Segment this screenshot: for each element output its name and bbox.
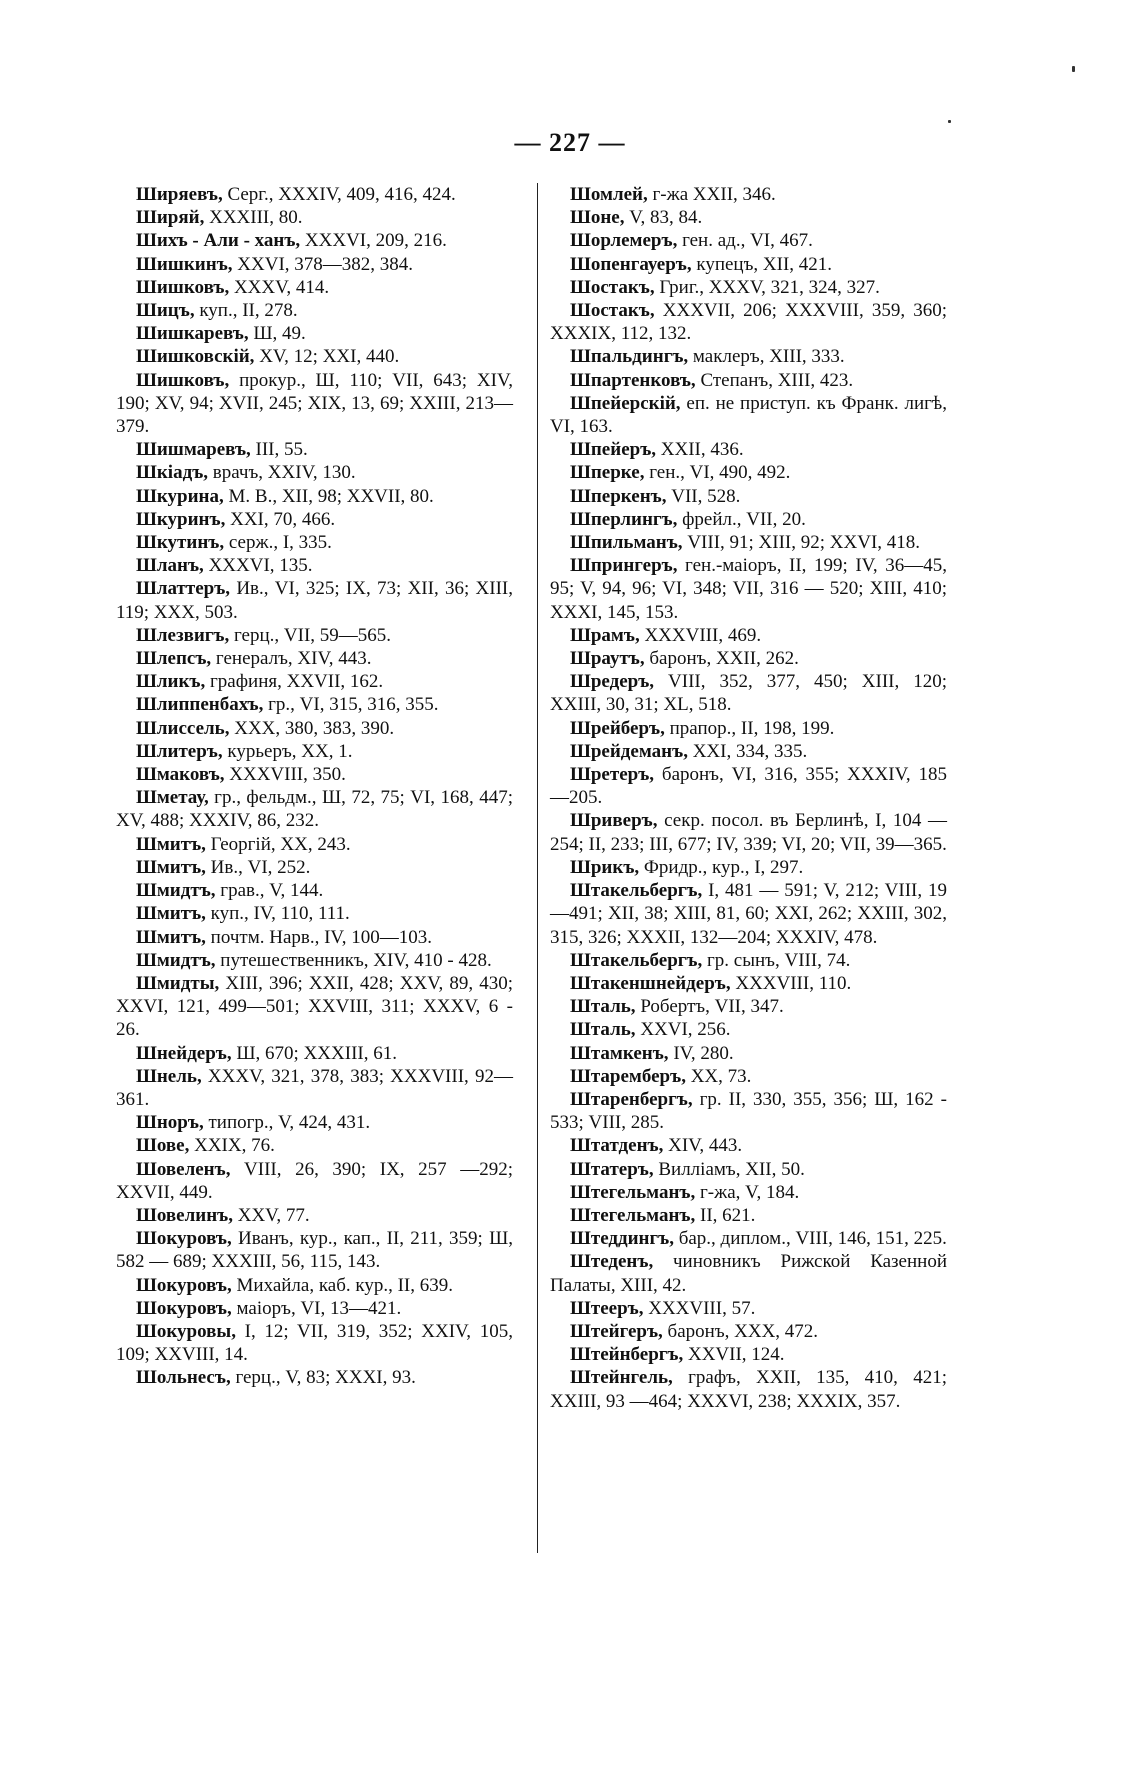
entry-references: Ив., VI, 252. [205, 856, 311, 878]
index-entry [550, 1227, 947, 1250]
entry-name: Шлиппенбахъ, [136, 694, 264, 716]
right-column [550, 183, 947, 1413]
entry-references: XXXVI, 209, 216. [300, 230, 447, 252]
index-entry [550, 253, 947, 276]
entry-name: Штееръ, [570, 1297, 644, 1319]
entry-name: Шрикъ, [570, 856, 640, 878]
left-column [116, 183, 513, 1390]
entry-references: гр. сынъ, VIII, 74. [702, 949, 851, 971]
entry-name: Штеденъ, [570, 1251, 654, 1273]
index-entry [116, 1042, 513, 1065]
entry-references: XXXV, 321, 378, 383; XXXVIII, 92—361. [116, 1065, 513, 1110]
entry-references: гр., фельдм., Ш, 72, 75; VI, 168, 447; XV, 488; XXXIV, 86, 232. [116, 787, 513, 832]
entry-references: ген., VI, 490, 492. [644, 462, 791, 484]
entry-name: Штакельбергъ, [570, 880, 703, 902]
entry-references: Ш, 670; XXXIII, 61. [231, 1042, 397, 1064]
index-entry [550, 485, 947, 508]
entry-references: фрейл., VII, 20. [677, 508, 806, 530]
index-entry [116, 1227, 513, 1273]
entry-name: Шрейдеманъ, [570, 740, 688, 762]
entry-name: Шмаковъ, [136, 764, 225, 786]
entry-references: IV, 280. [668, 1042, 734, 1064]
entry-name: Шпильманъ, [570, 532, 683, 554]
entry-references: I, 12; VII, 319, 352; XXIV, 105, 109; XXVIII, 14. [116, 1320, 513, 1366]
entry-name: Шликъ, [136, 671, 206, 693]
entry-references: ген.-маіоръ, II, 199; IV, 36—45, 95; V, 94, 96; VI, 348; VII, 316 — 520; XIII, 410; XXXI, 145, 153. [550, 555, 947, 623]
entry-name: Шомлей, [570, 184, 648, 205]
index-entry [550, 229, 947, 252]
entry-references: Степанъ, XIII, 423. [695, 369, 854, 391]
entry-name: Штакельбергъ, [570, 949, 703, 971]
entry-name: Шкурина, [136, 485, 224, 507]
entry-name: Шметау, [136, 787, 209, 809]
entry-references: гр. II, 330, 355, 356; Ш, 162 - 533; VIII, 285. [550, 1088, 947, 1134]
index-entry [116, 183, 513, 206]
index-entry [116, 693, 513, 716]
entry-name: Шпейеръ, [570, 439, 657, 461]
index-entry [116, 972, 513, 1042]
index-entry [550, 1343, 947, 1366]
entry-name: Шокуровъ, [136, 1297, 232, 1319]
entry-name: Шокуровъ, [136, 1228, 232, 1250]
entry-references: Робертъ, VII, 347. [635, 996, 784, 1018]
entry-name: Шмитъ, [136, 903, 206, 925]
index-entry [116, 856, 513, 879]
index-entry [116, 1366, 513, 1389]
index-entry [116, 879, 513, 902]
entry-name: Шишкинъ, [136, 253, 233, 275]
entry-references: гр., VI, 315, 316, 355. [263, 694, 439, 716]
entry-references: XXXVIII, 469. [639, 624, 762, 646]
index-entry [116, 276, 513, 299]
entry-references: типогр., V, 424, 431. [203, 1112, 371, 1134]
entry-name: Шопенгауеръ, [570, 253, 692, 275]
entry-references: III, 55. [250, 439, 308, 461]
entry-name: Шостакъ, [570, 300, 655, 322]
entry-name: Шпейерскій, [570, 392, 681, 414]
entry-name: Шпартенковъ, [570, 369, 696, 391]
entry-references: Серг., XXXIV, 409, 416, 424. [222, 184, 456, 205]
index-entry [116, 299, 513, 322]
entry-name: Штаремберъ, [570, 1065, 686, 1087]
entry-references: прокур., Ш, 110; VII, 643; XIV, 190; XV, 94; XVII, 245; XIX, 13, 69; XXIII, 213—379. [116, 369, 513, 438]
index-entry [550, 276, 947, 299]
entry-name: Шмитъ, [136, 833, 206, 855]
index-entry [116, 902, 513, 925]
index-entry [550, 949, 947, 972]
entry-name: Шлаттеръ, [136, 578, 231, 600]
entry-references: грав., V, 144. [215, 880, 324, 902]
entry-references: баронъ, XXX, 472. [662, 1320, 819, 1342]
index-entry [550, 438, 947, 461]
entry-references: генералъ, XIV, 443. [211, 648, 372, 670]
index-entry [550, 740, 947, 763]
entry-references: XXIX, 76. [189, 1135, 275, 1157]
index-entry [116, 322, 513, 345]
entry-references: Григ., XXXV, 321, 324, 327. [654, 276, 880, 298]
index-entry [116, 1297, 513, 1320]
index-entry [550, 763, 947, 809]
index-entry [550, 1320, 947, 1343]
entry-references: XXXVIII, 57. [643, 1297, 756, 1319]
index-entry [550, 1366, 947, 1412]
entry-references: герц., VII, 59—565. [229, 624, 392, 646]
entry-name: Шнейдеръ, [136, 1042, 232, 1064]
index-entry [550, 1250, 947, 1296]
entry-name: Шмитъ, [136, 926, 206, 948]
ink-speck [948, 120, 951, 123]
entry-name: Шталь, [570, 1019, 636, 1041]
index-entry [550, 1204, 947, 1227]
entry-references: еп. не приступ. къ Франк. лигѣ, VI, 163. [550, 392, 947, 438]
entry-references: М. В., XII, 98; XXVII, 80. [223, 485, 434, 507]
index-entry [116, 461, 513, 484]
index-entry [550, 531, 947, 554]
entry-references: XXI, 70, 466. [225, 508, 336, 530]
index-entry [550, 1018, 947, 1041]
entry-name: Шокуровы, [136, 1320, 236, 1342]
entry-references: XXXIII, 80. [204, 207, 303, 229]
entry-references: маіоръ, VI, 13—421. [231, 1297, 402, 1319]
entry-name: Шмидты, [136, 972, 220, 994]
entry-name: Штейнгель, [570, 1367, 673, 1389]
index-entry [550, 369, 947, 392]
index-entry [116, 670, 513, 693]
entry-references: Георгій, XX, 243. [205, 833, 351, 855]
entry-name: Штаренбергъ, [570, 1088, 693, 1110]
entry-name: Шкіадъ, [136, 462, 209, 484]
entry-name: Шперкенъ, [570, 485, 667, 507]
entry-name: Шкутинъ, [136, 532, 225, 554]
entry-references: баронъ, VI, 316, 355; XXXIV, 185—205. [550, 764, 947, 809]
entry-name: Шишковъ, [136, 276, 230, 298]
entry-name: Шорлемеръ, [570, 230, 678, 252]
page-number: — 227 — [514, 128, 626, 157]
entry-references: маклеръ, XIII, 333. [688, 346, 845, 368]
entry-name: Шове, [136, 1135, 190, 1157]
entry-references: бар., диплом., VIII, 146, 151, 225. [673, 1228, 947, 1250]
entry-name: Штамкенъ, [570, 1042, 669, 1064]
index-entry [116, 206, 513, 229]
entry-name: Шрейберъ, [570, 717, 665, 739]
entry-name: Шмидтъ, [136, 949, 216, 971]
index-entry [116, 647, 513, 670]
entry-name: Шлитеръ, [136, 740, 223, 762]
index-entry [116, 1274, 513, 1297]
ink-speck [1072, 66, 1075, 72]
index-entry [116, 369, 513, 439]
entry-name: Шперлингъ, [570, 508, 678, 530]
entry-references: Иванъ, кур., кап., II, 211, 359; Ш, 582 — 689; XXXIII, 56, 115, 143. [116, 1228, 513, 1273]
entry-name: Шоне, [570, 207, 625, 229]
entry-references: XXXV, 414. [229, 276, 330, 298]
entry-name: Шишковъ, [136, 369, 230, 391]
entry-name: Шовеленъ, [136, 1158, 231, 1180]
entry-name: Шовелинъ, [136, 1204, 233, 1226]
entry-name: Шретеръ, [570, 764, 655, 786]
entry-references: XX, 73. [685, 1065, 752, 1087]
entry-name: Штатеръ, [570, 1158, 654, 1180]
entry-name: Шраутъ, [570, 648, 645, 670]
column-divider [537, 183, 538, 1553]
entry-name: Шредеръ, [570, 671, 655, 693]
index-entry [116, 345, 513, 368]
index-entry [116, 1065, 513, 1111]
entry-references: XXVI, 256. [635, 1019, 731, 1041]
index-entry [116, 253, 513, 276]
index-entry [116, 740, 513, 763]
index-entry [550, 995, 947, 1018]
index-entry [550, 554, 947, 624]
entry-name: Шмидтъ, [136, 880, 216, 902]
entry-name: Штегельманъ, [570, 1181, 696, 1203]
entry-name: Шпальдингъ, [570, 346, 689, 368]
index-entry [550, 1134, 947, 1157]
index-entry [550, 508, 947, 531]
index-entry [550, 879, 947, 949]
entry-references: путешественникъ, XIV, 410 - 428. [215, 949, 492, 971]
entry-name: Шриверъ, [570, 810, 658, 832]
entry-name: Ширяевъ, [136, 184, 223, 205]
entry-name: Шпрингеръ, [570, 555, 678, 577]
index-entry [116, 531, 513, 554]
index-entry [550, 1042, 947, 1065]
entry-name: Шмитъ, [136, 856, 206, 878]
entry-references: Фридр., кур., I, 297. [639, 856, 804, 878]
entry-references: секр. посол. въ Берлинѣ, I, 104 — 254; II, 233; III, 677; IV, 339; VI, 20; VII, 39—365. [550, 810, 947, 855]
index-entry [116, 833, 513, 856]
entry-name: Шноръ, [136, 1112, 204, 1134]
entry-references: XXVII, 124. [683, 1344, 785, 1366]
entry-references: почтм. Нарв., IV, 100—103. [205, 926, 432, 948]
entry-name: Шланъ, [136, 555, 204, 577]
entry-references: серж., I, 335. [224, 532, 332, 554]
index-entry [550, 972, 947, 995]
index-entry [550, 809, 947, 855]
entry-references: Ив., VI, 325; IX, 73; XII, 36; XIII, 119; XXX, 503. [116, 578, 513, 623]
entry-references: V, 83, 84. [624, 207, 703, 229]
entry-references: VIII, 352, 377, 450; XIII, 120; XXIII, 30, 31; XL, 518. [550, 671, 947, 716]
entry-name: Штегельманъ, [570, 1204, 696, 1226]
entry-references: XIII, 396; XXII, 428; XXV, 89, 430; XXVI, 121, 499—501; XXVIII, 311; XXXV, 6 - 26. [116, 972, 513, 1041]
entry-references: г-жа XXII, 346. [647, 184, 776, 205]
index-entry [550, 461, 947, 484]
entry-references: II, 621. [695, 1204, 756, 1226]
index-entry [550, 1065, 947, 1088]
entry-name: Штатденъ, [570, 1135, 664, 1157]
entry-name: Штейнбергъ, [570, 1344, 684, 1366]
entry-name: Шишмаревъ, [136, 439, 251, 461]
entry-name: Шнель, [136, 1065, 202, 1087]
entry-name: Шлепсъ, [136, 648, 212, 670]
index-entry [116, 1111, 513, 1134]
entry-references: графиня, XXVII, 162. [205, 671, 384, 693]
entry-references: герц., V, 83; XXXI, 93. [230, 1367, 416, 1389]
entry-references: XIV, 443. [663, 1135, 743, 1157]
index-entry [116, 229, 513, 252]
entry-name: Шокуровъ, [136, 1274, 232, 1296]
entry-name: Шишковскій, [136, 346, 255, 368]
index-entry [550, 345, 947, 368]
index-entry [116, 1204, 513, 1227]
entry-name: Шлезвигъ, [136, 624, 230, 646]
index-entry [116, 1158, 513, 1204]
entry-name: Ширяй, [136, 207, 205, 229]
entry-references: XXX, 380, 383, 390. [229, 717, 395, 739]
entry-name: Шольнесъ, [136, 1367, 231, 1389]
index-entry [550, 299, 947, 345]
entry-references: XXXVI, 135. [203, 555, 313, 577]
index-entry [550, 1088, 947, 1134]
index-entry [116, 577, 513, 623]
index-entry [116, 438, 513, 461]
entry-references: куп., II, 278. [194, 300, 298, 322]
entry-references: XXII, 436. [656, 439, 744, 461]
entry-references: VIII, 26, 390; IX, 257 —292; XXVII, 449. [116, 1158, 513, 1203]
index-entry [116, 554, 513, 577]
index-entry [550, 670, 947, 716]
index-entry [550, 647, 947, 670]
index-entry [116, 1134, 513, 1157]
entry-references: XXV, 77. [232, 1204, 310, 1226]
index-entry [116, 485, 513, 508]
entry-references: VII, 528. [666, 485, 741, 507]
entry-references: чиновникъ Рижской Казенной Палаты, XIII, 42. [550, 1251, 947, 1296]
index-entry [116, 717, 513, 740]
index-entry [116, 763, 513, 786]
entry-name: Шлиссель, [136, 717, 230, 739]
index-entry [550, 1297, 947, 1320]
entry-references: XV, 12; XXI, 440. [254, 346, 400, 368]
entry-references: графъ, XXII, 135, 410, 421; XXIII, 93 —464; XXXVI, 238; XXXIX, 357. [550, 1367, 947, 1412]
index-entry [116, 786, 513, 832]
index-entry [550, 206, 947, 229]
entry-references: баронъ, XXII, 262. [644, 648, 799, 670]
entry-name: Шостакъ, [570, 276, 655, 298]
entry-references: Вилліамъ, XII, 50. [653, 1158, 805, 1180]
entry-references: Михайла, каб. кур., II, 639. [231, 1274, 454, 1296]
entry-references: курьеръ, XX, 1. [222, 740, 353, 762]
index-entry [116, 1320, 513, 1366]
entry-references: г-жа, V, 184. [695, 1181, 800, 1203]
entry-references: купецъ, XII, 421. [691, 253, 833, 275]
entry-references: врачъ, XXIV, 130. [208, 462, 356, 484]
entry-name: Штакеншнейдеръ, [570, 972, 731, 994]
entry-name: Шишкаревъ, [136, 323, 249, 345]
entry-name: Шрамъ, [570, 624, 640, 646]
entry-references: XXXVIII, 350. [224, 764, 346, 786]
entry-references: XXVI, 378—382, 384. [232, 253, 414, 275]
index-entry [116, 926, 513, 949]
entry-references: VIII, 91; XIII, 92; XXVI, 418. [682, 532, 921, 554]
entry-references: куп., IV, 110, 111. [205, 903, 350, 925]
index-entry [116, 949, 513, 972]
entry-references: ген. ад., VI, 467. [677, 230, 813, 252]
entry-name: Шперке, [570, 462, 645, 484]
entry-name: Шталь, [570, 996, 636, 1018]
index-entry [550, 856, 947, 879]
index-entry [116, 508, 513, 531]
index-entry [550, 392, 947, 438]
entry-name: Штеддингъ, [570, 1228, 674, 1250]
entry-references: I, 481 — 591; V, 212; VIII, 19—491; XII, 38; XIII, 81, 60; XXI, 262; XXIII, 302, 315, 326; XXXII, 132—204; XXXIV, 478. [550, 880, 947, 948]
entry-references: XXI, 334, 335. [687, 740, 808, 762]
entry-name: Штейгеръ, [570, 1320, 663, 1342]
index-entry [550, 624, 947, 647]
index-entry [550, 717, 947, 740]
entry-name: Шкуринъ, [136, 508, 226, 530]
index-entry [116, 624, 513, 647]
entry-references: XXXVII, 206; XXXVIII, 359, 360; XXXIX, 112, 132. [550, 300, 947, 345]
index-entry [550, 1181, 947, 1204]
entry-references: XXXVIII, 110. [730, 972, 852, 994]
index-entry [550, 1158, 947, 1181]
entry-references: прапор., II, 198, 199. [664, 717, 835, 739]
entry-references: Ш, 49. [248, 323, 306, 345]
entry-name: Шихъ - Али - ханъ, [136, 230, 301, 252]
index-entry [550, 183, 947, 206]
entry-name: Шицъ, [136, 300, 195, 322]
